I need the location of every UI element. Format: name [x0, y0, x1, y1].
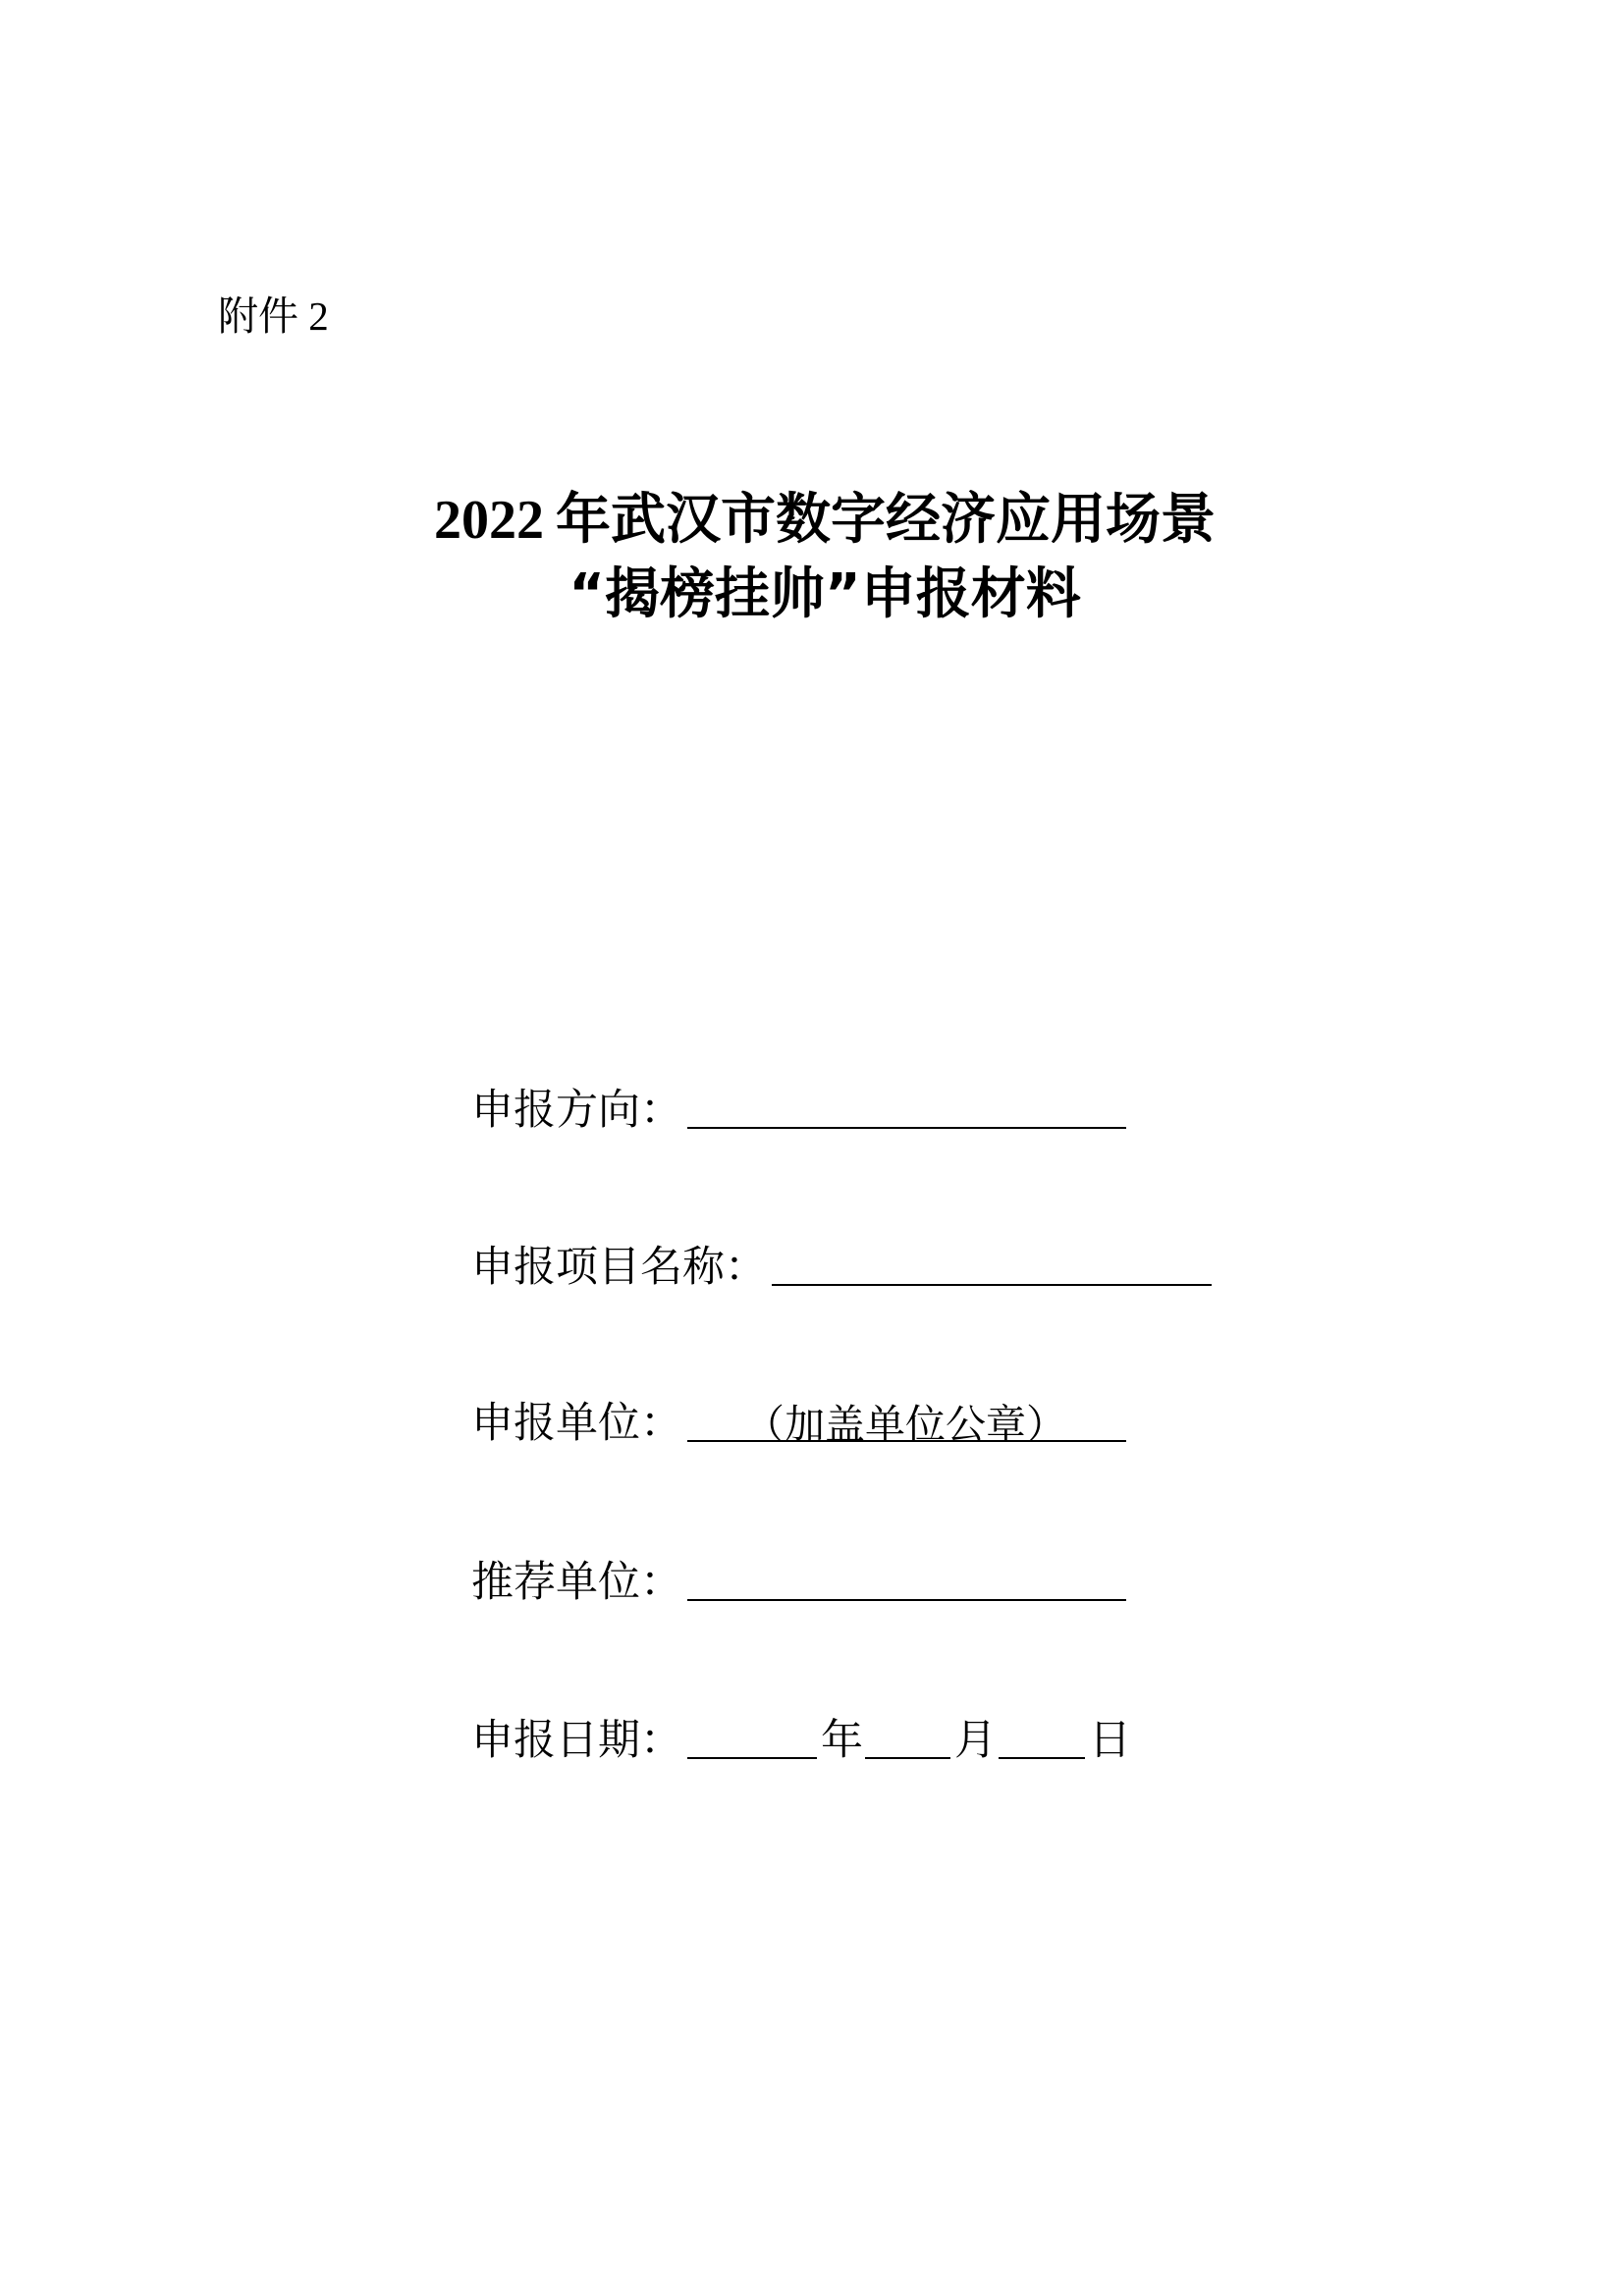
field-blank-line: [687, 1082, 1126, 1129]
seal-placeholder: （加盖单位公章）: [687, 1395, 1126, 1442]
title-line-1: [393, 483, 1257, 558]
title-line-2: “揭榜挂帅”申报材料: [568, 562, 1081, 626]
date-day-unit: 日: [1089, 1718, 1131, 1764]
field-project-name: [471, 1239, 1212, 1298]
field-label: 推荐单位：: [471, 1560, 682, 1606]
document-title: [393, 483, 1257, 632]
title-line-1-text: 年武汉市数字经济应用场景: [556, 488, 1216, 552]
field-application-direction: [471, 1082, 1126, 1141]
field-label: 申报项目名称：: [471, 1245, 767, 1291]
field-recommending-unit: [471, 1554, 1126, 1613]
field-blank-line: [687, 1554, 1126, 1601]
date-year-blank: [687, 1712, 817, 1759]
date-day-blank: [999, 1712, 1085, 1759]
date-month-blank: [865, 1712, 950, 1759]
title-year: 2022: [434, 490, 544, 551]
field-application-date: [471, 1712, 1133, 1771]
field-label: 申报单位：: [471, 1401, 682, 1447]
field-applicant-unit: [471, 1395, 1126, 1454]
field-label: 申报方向：: [471, 1088, 682, 1134]
field-label: 申报日期：: [471, 1718, 682, 1764]
field-blank-line: [772, 1239, 1212, 1286]
date-year-unit: 年: [821, 1718, 863, 1764]
attachment-label: 附件 2: [218, 294, 329, 339]
date-month-unit: 月: [954, 1718, 997, 1764]
